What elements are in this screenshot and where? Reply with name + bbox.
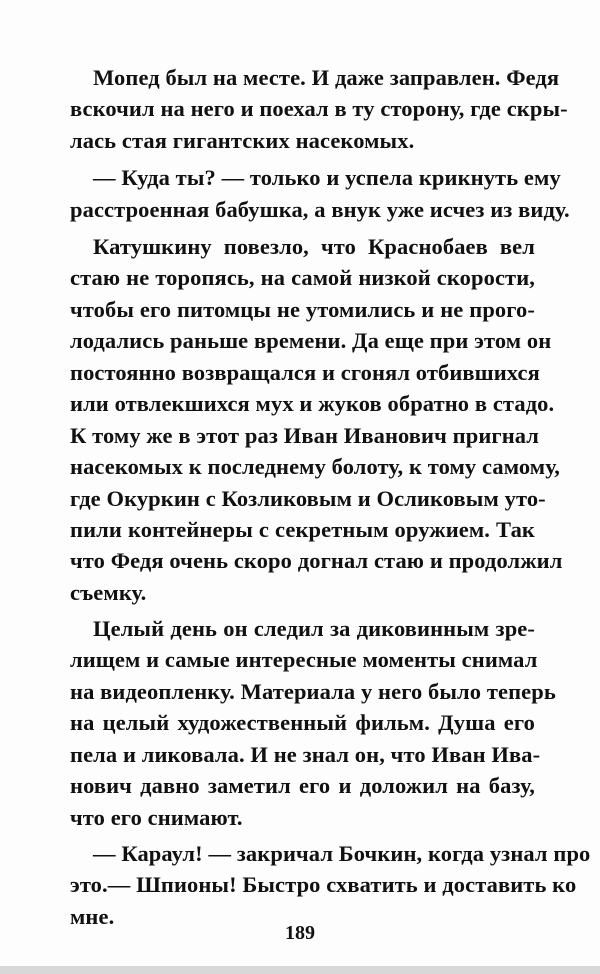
text-line: нович давно заметил его и доложил на базу, (70, 773, 535, 798)
text-line: расстроенная бабушка, а внук уже исчез из виду. (70, 197, 570, 222)
text-line: К тому же в этот раз Иван Иванович пригнал (70, 423, 540, 448)
text-line: чтобы его питомцы не утомились и не прого- (70, 297, 535, 322)
text-line: где Окуркин с Козликовым и Осликовым уто- (70, 486, 546, 511)
text-line: лась стая гигантских насекомых. (70, 128, 415, 153)
text-line: — Караул! — закричал Бочкин, когда узнал про (93, 841, 591, 866)
text-line: Целый день он следил за диковинным зре- (93, 616, 535, 641)
page-edge (0, 966, 600, 974)
text-line: вскочил на него и поехал в ту сторону, где скры- (70, 96, 568, 121)
text-line: на видеопленку. Материала у него было теперь (70, 679, 556, 704)
text-line: лодались раньше времени. Да еще при этом он (70, 328, 552, 353)
text-line: — Куда ты? — только и успела крикнуть ему (93, 165, 561, 190)
text-line: пили контейнеры с секретным оружием. Так (70, 517, 535, 542)
text-line: или отвлекшихся мух и жуков обратно в стадо. (70, 391, 555, 416)
text-line: пела и ликовала. И не знал он, что Иван Ива- (70, 742, 541, 767)
text-line: постоянно возвращался и сгонял отбившихся (70, 360, 540, 385)
text-line: съемку. (70, 580, 147, 605)
text-line: насекомых к последнему болоту, к тому самому, (70, 454, 561, 479)
page-number: 189 (285, 922, 315, 944)
text-line: Мопед был на месте. И даже заправлен. Федя (93, 65, 560, 90)
text-line: что Федя очень скоро догнал стаю и продолжил (70, 548, 563, 573)
text-line: это.— Шпионы! Быстро схватить и доставить ко (70, 872, 577, 897)
text-line: на целый художественный фильм. Душа его (70, 710, 535, 735)
text-line: стаю не торопясь, на самой низкой скорости, (70, 265, 535, 290)
text-line: лищем и самые интересные моменты снимал (70, 647, 538, 672)
text-line: Катушкину повезло, что Краснобаев вел (93, 234, 535, 259)
text-line: мне. (70, 904, 115, 929)
text-line: что его снимают. (70, 805, 243, 830)
